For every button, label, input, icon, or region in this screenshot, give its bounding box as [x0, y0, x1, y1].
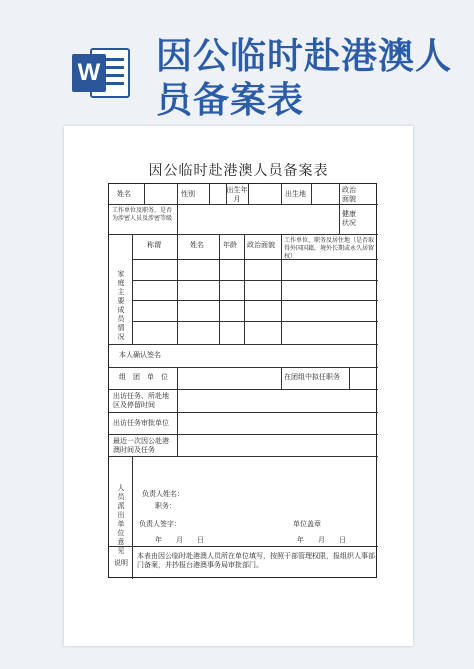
- label-signature: 本人确认签名: [119, 351, 161, 359]
- table-rule: [177, 367, 178, 389]
- table-rule: [281, 234, 282, 344]
- label-group-duty: 在团组中拟任职务: [284, 373, 340, 381]
- label-family-name: 姓名: [190, 241, 204, 249]
- table-rule: [219, 234, 220, 344]
- label-health: 健康状况: [342, 210, 356, 227]
- table-rule: [209, 184, 210, 204]
- table-rule: [177, 184, 178, 204]
- table-rule: [132, 280, 378, 281]
- table-rule: [339, 184, 340, 234]
- page-title-line-2: 员备案表: [156, 80, 305, 121]
- label-leader-name: 负责人姓名：: [142, 490, 184, 498]
- label-birth: 出生年月: [226, 186, 248, 203]
- label-last-trip: 最近一次因公赴港澳时间及任务: [113, 437, 169, 454]
- document-title: 因公临时赴港澳人员备案表: [148, 163, 329, 179]
- label-family: 家庭主要成员情况: [117, 270, 125, 341]
- label-political: 政治面貌: [342, 186, 356, 203]
- table-rule: [109, 546, 378, 547]
- label-seal: 单位盖章: [293, 520, 321, 528]
- table-rule: [177, 389, 178, 456]
- page-title-line-1: 因公临时赴港澳人: [156, 36, 453, 77]
- label-family-political: 政治面貌: [247, 241, 275, 249]
- label-family-work: 工作单位、职务及居住地（是否取得外国国籍，境外长期或永久居留权）: [284, 237, 375, 260]
- table-rule: [248, 184, 249, 204]
- label-work-unit: 工作单位及职务、是否为涉密人员及涉密等级: [112, 207, 173, 222]
- label-birthplace: 出生地: [285, 190, 306, 198]
- table-rule: [109, 204, 378, 205]
- label-group-unit: 组 团 单 位: [119, 373, 168, 381]
- table-rule: [109, 434, 378, 435]
- label-date-2: 年 月 日: [297, 536, 346, 544]
- table-rule: [144, 184, 145, 204]
- table-rule: [109, 456, 378, 457]
- form-table: [108, 183, 377, 578]
- word-icon: [72, 44, 130, 102]
- table-rule: [109, 389, 378, 390]
- label-opinion: 人员派出单位意见: [117, 484, 125, 555]
- table-rule: [132, 456, 133, 579]
- table-rule: [132, 234, 133, 344]
- label-date-1: 年 月 日: [155, 536, 204, 544]
- label-leader-title: 职务：: [155, 502, 176, 510]
- table-rule: [281, 367, 282, 389]
- table-rule: [109, 412, 378, 413]
- label-note: 说明: [114, 559, 128, 567]
- label-approval: 出访任务审批单位: [113, 419, 169, 427]
- label-name: 姓名: [117, 190, 131, 198]
- table-rule: [177, 204, 178, 234]
- table-rule: [177, 234, 178, 344]
- label-gender: 性别: [181, 190, 195, 198]
- table-rule: [109, 344, 378, 345]
- label-age: 年龄: [223, 241, 237, 249]
- table-rule: [244, 234, 245, 344]
- label-relation: 称谓: [147, 241, 161, 249]
- word-logo-letter: W: [72, 54, 106, 92]
- table-rule: [281, 184, 282, 204]
- label-leader-sign: 负责人签字：: [139, 520, 181, 528]
- page-header: [0, 0, 474, 125]
- table-rule: [132, 321, 378, 322]
- table-rule: [311, 184, 312, 204]
- table-rule: [132, 300, 378, 301]
- table-rule: [109, 367, 378, 368]
- table-rule: [349, 367, 350, 389]
- note-text: 本表由因公临时赴港澳人员所在单位填写，按照干部管理权限，报组织人事部门备案，并抄报台港澳事务局审批部门。: [137, 552, 375, 569]
- label-task: 出访任务、所赴地区及停留时间: [113, 392, 169, 409]
